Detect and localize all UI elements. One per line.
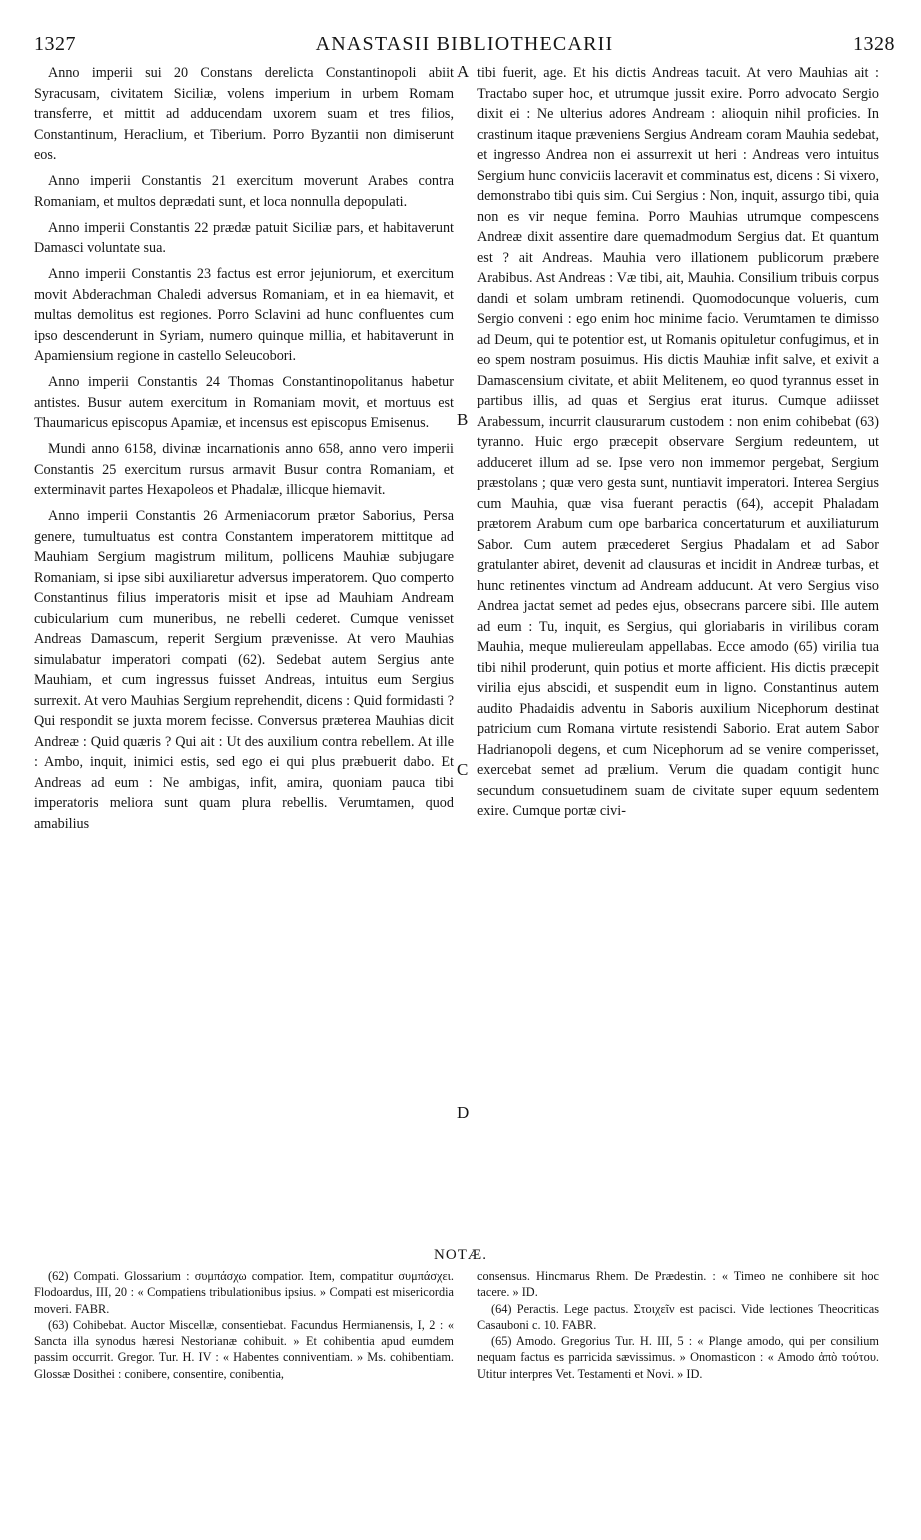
notes-heading: NOTÆ. bbox=[434, 1247, 487, 1263]
paragraph: Anno imperii Constantis 26 Armeniacorum prætor Saborius, Persa genere, tumultuatus est contra Constantem imperatorem mittitque ad Mauhiam Sergium magistrum militum, pollicens Mauhiæ subjugare Romaniam, si ipse sibi auxiliaretur adversus imperatorem. Quo comperto Constantinus filius imperatoris misit et ipse ad Mauhiam Andream cubicularium cum muneribus, ne rebelli cederet. Cumque venisset Andreas Damascum, reperit Sergium prævenisse. At vero Mauhias simulabatur imperatori compati (62). Sedebat autem Sergius ante Mauhiam, et cum ingressus fuisset Andreas, intuitus eum Sergius surrexit. At vero Mauhias Sergium reprehendit, dicens : Quid formidasti ? Qui respondit se juxta morem fecisse. Conversus præterea Mauhias dicit Andreæ : Quid quæris ? Qui ait : Ut des auxilium contra rebellem. At ille : Ambo, inquit, inimici estis, sed ego ei qui plus præbuerit dabo. Et Andreas ad eum : Ne ambigas, infit, amira, quoniam pauca tibi imperatoris meliora sunt quam plura rebellis. Verumtamen, quod amabilius bbox=[34, 508, 454, 832]
paragraph: Anno imperii Constantis 21 exercitum moverunt Arabes contra Romaniam, et multos deprædati sunt, et loca nonnulla depopulati. bbox=[34, 173, 454, 210]
footnote: consensus. Hincmarus Rhem. De Prædestin. : « Timeo ne conhibere sit hoc tacere. » ID. bbox=[477, 1269, 879, 1300]
paragraph: Anno imperii Constantis 23 factus est error jejuniorum, et exercitum movit Abderachman Chaledi adversus Romaniam, et in ea hiemavit, et multas demolitus est regiones. Porro Sclavini ad hunc confluentes cum ipso descenderunt in Syriam, numero quinque millia, et habitaverunt in Apamiensium regione in castello Seleucobori. bbox=[34, 266, 454, 364]
margin-marker-d: D bbox=[457, 1103, 470, 1122]
footnote: (64) Peractis. Lege pactus. Στοιχεῖν est pacisci. Vide lectiones Theocriticas Casauboni c. 10. FABR. bbox=[477, 1301, 879, 1332]
notes-left-column bbox=[34, 1268, 454, 1382]
footnote: (65) Amodo. Gregorius Tur. H. III, 5 : « Plange amodo, qui per consilium nequam factus es parricida sævissimus. » Onomasticon : « Amodo ἀπὸ τούτου. Utitur interpres Vet. Testamenti et Novi. » ID. bbox=[477, 1334, 879, 1381]
paragraph: Anno imperii Constantis 24 Thomas Constantinopolitanus habetur antistes. Busur autem exercitum in Romaniam movit, et mortuus est Thaumaricus episcopus Apamiæ, et incensus est episcopus Emisenus. bbox=[34, 374, 454, 431]
right-column bbox=[477, 63, 879, 827]
paragraph: tibi fuerit, age. Et his dictis Andreas tacuit. At vero Mauhias ait : Tractabo super hoc, et utrumque jussit exire. Porro advocato Sergio dixit ei : Ne ulterius adores Andream : alioquin nihil proficies. In crastinum itaque præveniens Sergius Andream coram Mauhia sedebat, et ingresso Andrea non ei assurrexit ut heri : Andreas vero intuitus Sergium hunc conviciis laceravit et comminatus est, dicens : Si vixero, demonstrabo tibi quis sim. Cui Sergius : Non, inquit, assurgo tibi, quia non es vir neque femina. Porro Mauhias utrumque compescens Andreæ dixit assentire dare quemadmodum Sergius dat. Et quantum est ? ait Andreas. Mauhia vero illationem publicorum præbere Arabibus. Ast Andreas : Væ tibi, ait, Mauhia. Consilium tribuis corpus dandi et solam umbram retinendi. Quomodocunque volueris, cum Sergio conveni : ego enim hoc minime facio. Verumtamen te dimisso ad Deum, qui te potentior est, ut Romanis opituletur confugimus, et in eo spem nostram posuimus. His dictis Mauhiæ infit salve, et exivit a Damascensium civitate, et abiit Melitenem, eo quod tyrannus esset in partibus illis, ad quas et Sergius erat iturus. Cumque adiisset Arabessum, incurrit clausurarum custodem : non enim cohibebat (63) tyranno. Huic ergo præcepit observare Sergium redeuntem, ut adduceret illum ad se. Ipse vero non immemor pergebat, Sergium præstolans ; quæ vero gesta sunt, nuntiavit imperatori. Interea Sergius cum Mauhia, quæ visa fuerant peractis (64), accepit Phaladam prætorem Arabum cum ope barbarica concertaturum et auxiliaturum Sabor. Cum autem præcederet Sergius Phadalam et ad Sabor gratulanter abiret, devenit ad clausuras et incidit in Andreæ turbas, et hunc retinentes vinctum ad Andream adducunt. At vero Sergius viso Andrea jactat semet ad pedes ejus, obsecrans parcere sibi. Ille autem ad eum : Tu, inquit, es Sergius, qui gloriabaris in virilibus coram Mauhia, meque muliereulam appellabas. Ecce amodo (65) virilia tua tibi nihil proderunt, quin potius et morte afficient. His dictis præcepit virilia ejus abscidi, et suspendit eum in ligno. Constantinus autem audito Phadaidis adventu in Saboris auxilium Nicephorum destinat patricium cum Romana virtute resistendi Saborio. Erat autem Sabor Hadrianopoli degens, et cum Nicephorum ad se venire comperisset, exercebat semet ad prælium. Verum die quadam contigit hunc secundum consuetudinem suam de civitate super equum sedentem exire. Cumque portæ civi- bbox=[477, 65, 879, 819]
paragraph: Anno imperii Constantis 22 prædæ patuit Siciliæ pars, et habitaverunt Damasci voluntate sua. bbox=[34, 219, 454, 256]
page-number-left: 1327 bbox=[34, 33, 76, 55]
running-title: ANASTASII BIBLIOTHECARII bbox=[315, 33, 614, 55]
left-column bbox=[34, 63, 454, 840]
page-number-right: 1328 bbox=[853, 33, 895, 55]
notes-right-column bbox=[477, 1268, 879, 1382]
margin-marker-c: C bbox=[457, 760, 469, 779]
margin-marker-a: A bbox=[457, 62, 470, 81]
paragraph: Anno imperii sui 20 Constans derelicta Constantinopoli abiit Syracusam, civitatem Siciliæ, volens imperium in urbem Romam transferre, et mittit ad adducendam uxorem suam et tres filios, Constantinum, Heraclium, et Tiberium. Porro Byzantii non dimiserunt eos. bbox=[34, 65, 454, 163]
footnote: (63) Cohibebat. Auctor Miscellæ, consentiebat. Facundus Hermianensis, I, 2 : « Sancta illa synodus hæresi Nestorianæ cohibuit. » Et cohibentia apud eumdem passim occurrit. Gregor. Tur. H. IV : « Habentes conniventiam. » Ms. cohibentiam. Glossæ Dosithei : conibere, consentire, conibentia, bbox=[34, 1317, 454, 1381]
page-header bbox=[34, 33, 895, 57]
paragraph: Mundi anno 6158, divinæ incarnationis anno 658, anno vero imperii Constantis 25 exercitum rursus armavit Busur contra Romaniam, et exterminavit partes Hexapoleos et Phadalæ, illicque hiemavit. bbox=[34, 441, 454, 498]
margin-marker-b: B bbox=[457, 410, 469, 429]
footnote: (62) Compati. Glossarium : συμπάσχω compatior. Item, compatitur συμπάσχει. Flodoardus, III, 20 : « Compatiens tribulationibus ipsius. » Compati est misericordia moveri. FABR. bbox=[34, 1269, 454, 1316]
